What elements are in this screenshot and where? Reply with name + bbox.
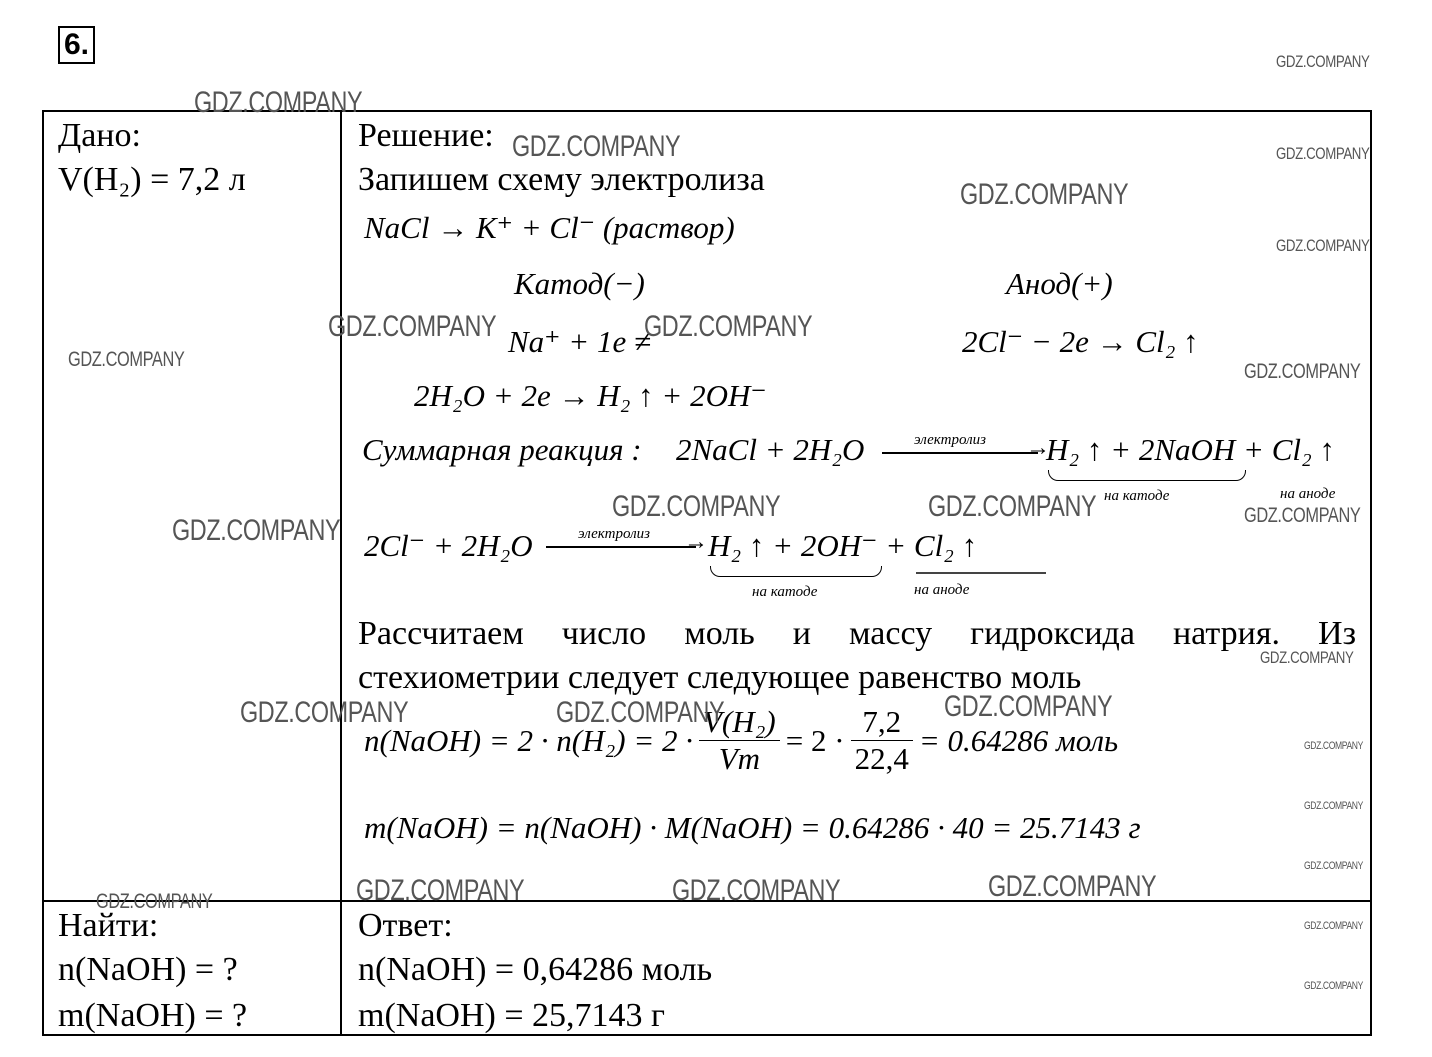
watermark: GDZ.COMPANY [1260, 648, 1354, 667]
watermark: GDZ.COMPANY [1304, 860, 1363, 872]
anode-label: Анод(+) [1006, 266, 1113, 301]
mass-equation: m(NaOH) = n(NaOH) · M(NaOH) = 0.64286 · 40 = 25.7143 г [364, 810, 1141, 845]
ionic-anode-line [916, 572, 1046, 574]
watermark: GDZ.COMPANY [96, 890, 213, 913]
watermark: GDZ.COMPANY [612, 490, 781, 523]
mole-frac-num: V(H₂) [699, 704, 780, 741]
watermark: GDZ.COMPANY [644, 310, 813, 343]
watermark: GDZ.COMPANY [556, 696, 725, 729]
watermark: GDZ.COMPANY [1304, 800, 1363, 812]
watermark: GDZ.COMPANY [1276, 52, 1370, 71]
calc-text-2: стехиометрии следует следующее равенство моль [358, 659, 1082, 696]
answer-mass: m(NaOH) = 25,7143 г [358, 997, 665, 1034]
at-anode-label: на аноде [1280, 486, 1336, 502]
find-moles: n(NaOH) = ? [58, 951, 238, 988]
answer-moles: n(NaOH) = 0,64286 моль [358, 951, 713, 988]
ionic-cathode-brace [710, 566, 882, 577]
ionic-at-anode-label: на аноде [914, 582, 970, 598]
summary-left: 2NaCl + 2H₂O [676, 432, 865, 467]
ionic-right: H₂ ↑ + 2OH⁻ + Cl₂ ↑ [708, 528, 978, 563]
dissociation-equation: NaCl → K⁺ + Cl⁻ (раствор) [364, 210, 735, 245]
watermark: GDZ.COMPANY [960, 178, 1129, 211]
column-divider [340, 110, 342, 1036]
find-mass: m(NaOH) = ? [58, 997, 248, 1034]
find-title: Найти: [58, 907, 159, 944]
given-title: Дано: [58, 117, 141, 154]
mole-fraction-2 [851, 704, 913, 777]
summary-arrow [882, 452, 1038, 454]
calc-text-1: Рассчитаем число моль и массу гидроксида натрия. Из [358, 615, 1356, 652]
ionic-arrow-label: электролиз [578, 526, 650, 542]
mole-frac2-den: 22,4 [854, 741, 909, 776]
watermark: GDZ.COMPANY [928, 490, 1097, 523]
solution-title: Решение: [358, 117, 494, 154]
mole-frac-den: Vm [718, 741, 761, 776]
ionic-at-cathode-label: на катоде [752, 584, 818, 600]
solution-intro: Запишем схему электролиза [358, 161, 765, 198]
ionic-left: 2Cl⁻ + 2H₂O [364, 528, 533, 563]
watermark: GDZ.COMPANY [1304, 920, 1363, 932]
cathode-brace [1048, 470, 1246, 481]
mole-eq-left: n(NaOH) = 2 · n(H₂) = 2 · [364, 722, 693, 758]
watermark: GDZ.COMPANY [356, 874, 525, 907]
watermark: GDZ.COMPANY [1276, 144, 1370, 163]
watermark: GDZ.COMPANY [1244, 504, 1361, 527]
mole-eq-mid: = 2 · [785, 722, 845, 758]
watermark: GDZ.COMPANY [944, 690, 1113, 723]
mole-eq-right: = 0.64286 моль [918, 722, 1119, 758]
mole-frac2-num: 7,2 [851, 704, 913, 741]
ionic-arrow [546, 546, 696, 548]
cathode-equation-2: 2H₂O + 2e → H₂ ↑ + 2OH⁻ [414, 378, 767, 413]
watermark: GDZ.COMPANY [1244, 360, 1361, 383]
watermark: GDZ.COMPANY [988, 870, 1157, 903]
cathode-equation-1: Na⁺ + 1e ≠ [508, 324, 651, 359]
watermark: GDZ.COMPANY [512, 130, 681, 163]
summary-arrow-label: электролиз [914, 432, 986, 448]
watermark: GDZ.COMPANY [194, 86, 363, 119]
watermark: GDZ.COMPANY [328, 310, 497, 343]
anode-equation: 2Cl⁻ − 2e → Cl₂ ↑ [962, 324, 1199, 359]
cathode-label: Катод(−) [514, 266, 645, 301]
summary-label: Суммарная реакция : [362, 432, 642, 467]
watermark: GDZ.COMPANY [672, 874, 841, 907]
at-cathode-label: на катоде [1104, 488, 1170, 504]
summary-arrow-head: → [1026, 435, 1050, 461]
watermark: GDZ.COMPANY [172, 514, 341, 547]
watermark: GDZ.COMPANY [240, 696, 409, 729]
answer-title: Ответ: [358, 907, 453, 944]
given-volume: V(H₂) = 7,2 л [58, 161, 246, 198]
watermark: GDZ.COMPANY [68, 348, 185, 371]
problem-number: 6. [58, 26, 95, 64]
watermark: GDZ.COMPANY [1304, 980, 1363, 992]
ionic-arrow-head: → [684, 529, 708, 555]
watermark: GDZ.COMPANY [1276, 236, 1370, 255]
watermark: GDZ.COMPANY [1304, 740, 1363, 752]
summary-right: H₂ ↑ + 2NaOH + Cl₂ ↑ [1046, 432, 1336, 467]
